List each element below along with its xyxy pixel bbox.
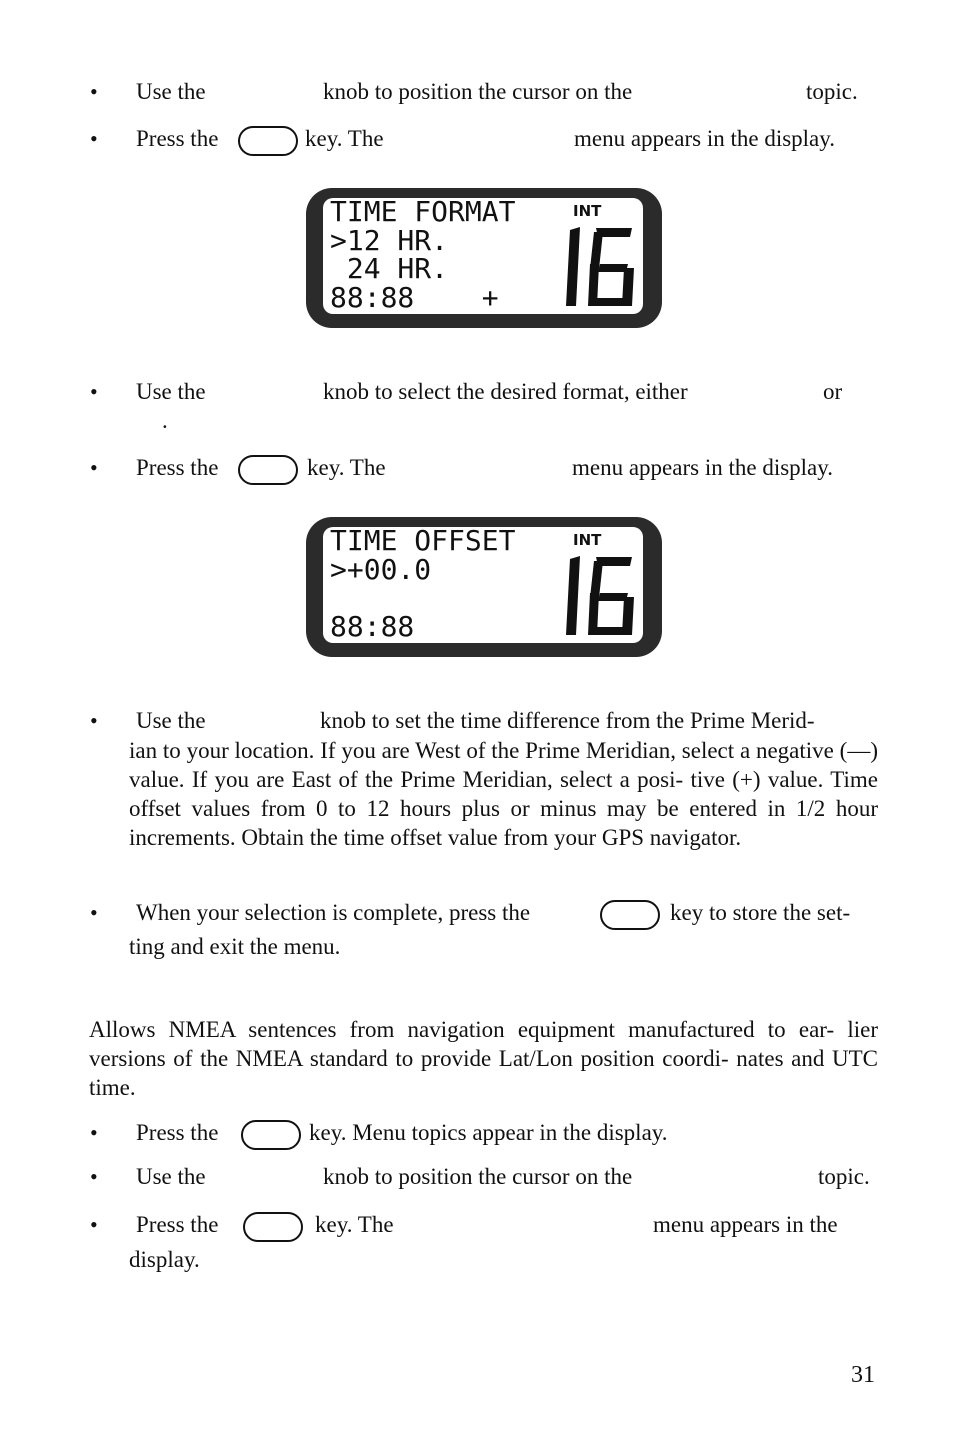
bullet1-text-c: topic. bbox=[806, 79, 858, 104]
key-button-icon bbox=[238, 455, 298, 485]
bullet7-text-a: Press the bbox=[136, 1120, 219, 1145]
bullet6-text-b: key to store the set- bbox=[670, 900, 851, 925]
lcd-screen bbox=[323, 198, 643, 314]
lcd-line-3: 24 HR. bbox=[330, 252, 449, 285]
bullet1-text-b: knob to position the cursor on the bbox=[323, 79, 633, 104]
lcd-line-1: TIME OFFSET bbox=[330, 527, 516, 557]
nmea-intro-paragraph bbox=[89, 1015, 878, 1102]
bullet2-text-a: Press the bbox=[136, 126, 219, 151]
key-button-icon bbox=[238, 126, 298, 156]
bullet4-text-b: key. The bbox=[307, 455, 386, 480]
bullet8-text-b: knob to position the cursor on the bbox=[323, 1164, 633, 1189]
bullet3-text-a: Use the bbox=[136, 379, 206, 404]
page-number: 31 bbox=[851, 1362, 875, 1388]
bullet8-text-a: Use the bbox=[136, 1164, 206, 1189]
bullet3-text-b: knob to select the desired format, either bbox=[323, 379, 688, 404]
lcd-line-2: >12 HR. bbox=[330, 223, 449, 257]
bullet4-text-c: menu appears in the display. bbox=[572, 455, 834, 480]
bullet5-text-rest: ian to your location. If you are West of the Prime Meridian, select a negative (—) value. If you are East of the Prime Meridian, select a posi- tive (+) value. Time offset values from 0 to 12 hours plus or minus may be entered in 1/2 hour increments. Obtain the time offset value from your GPS navigator. bbox=[129, 738, 878, 850]
bullet-marker: • bbox=[90, 900, 98, 925]
lcd-screen bbox=[323, 527, 643, 643]
bullet-marker: • bbox=[90, 1164, 98, 1189]
bullet9-text-c: menu appears in the bbox=[653, 1212, 838, 1237]
bullet8-text-c: topic. bbox=[818, 1164, 870, 1189]
lcd-line-1: TIME FORMAT bbox=[330, 198, 516, 228]
bullet2-text-b: key. The bbox=[305, 126, 384, 151]
bullet9-text-a: Press the bbox=[136, 1212, 219, 1237]
bullet2-text-c: menu appears in the display. bbox=[574, 126, 836, 151]
lcd-line-4: 88:88 + bbox=[330, 280, 499, 314]
bullet6-text-c: ting and exit the menu. bbox=[129, 934, 341, 959]
lcd-line-4: 88:88 bbox=[330, 609, 415, 643]
bullet4-text-a: Press the bbox=[136, 455, 219, 480]
bullet1-text-a: Use the bbox=[136, 79, 206, 104]
lcd-display-time-offset bbox=[306, 517, 662, 657]
bullet-marker: • bbox=[90, 1120, 98, 1145]
bullet5-text-a: Use the bbox=[136, 708, 206, 733]
lcd-int-indicator: INT bbox=[573, 531, 602, 549]
bullet-marker: • bbox=[90, 379, 98, 404]
bullet3-text-c: or bbox=[823, 379, 843, 404]
bullet-marker: • bbox=[90, 79, 98, 104]
bullet7-text-b: key. Menu topics appear in the display. bbox=[309, 1120, 668, 1145]
key-button-icon bbox=[600, 900, 660, 930]
lcd-int-indicator: INT bbox=[573, 202, 602, 220]
bullet-marker: • bbox=[90, 455, 98, 480]
lcd-line-2: >+00.0 bbox=[330, 552, 432, 586]
bullet9-text-d: display. bbox=[129, 1247, 200, 1272]
bullet-marker: • bbox=[90, 708, 98, 733]
nmea-intro-text: Allows NMEA sentences from navigation equipment manufactured to ear- lier versions of the NMEA standard to provide Lat/Lon position coordi- nates and UTC time. bbox=[89, 1017, 878, 1100]
bullet-marker: • bbox=[90, 1212, 98, 1237]
bullet6-text-a: When your selection is complete, press the bbox=[136, 900, 531, 925]
channel-16-digits bbox=[556, 553, 640, 639]
key-button-icon bbox=[243, 1212, 303, 1242]
channel-16-digits bbox=[556, 224, 640, 310]
bullet5-text-b: knob to set the time difference from the Prime Merid- bbox=[320, 708, 815, 733]
bullet5-paragraph bbox=[129, 736, 878, 852]
bullet-marker: • bbox=[90, 126, 98, 151]
lcd-display-time-format bbox=[306, 188, 662, 328]
key-button-icon bbox=[241, 1120, 301, 1150]
bullet9-text-b: key. The bbox=[315, 1212, 394, 1237]
bullet3-text-d: . bbox=[162, 408, 168, 433]
